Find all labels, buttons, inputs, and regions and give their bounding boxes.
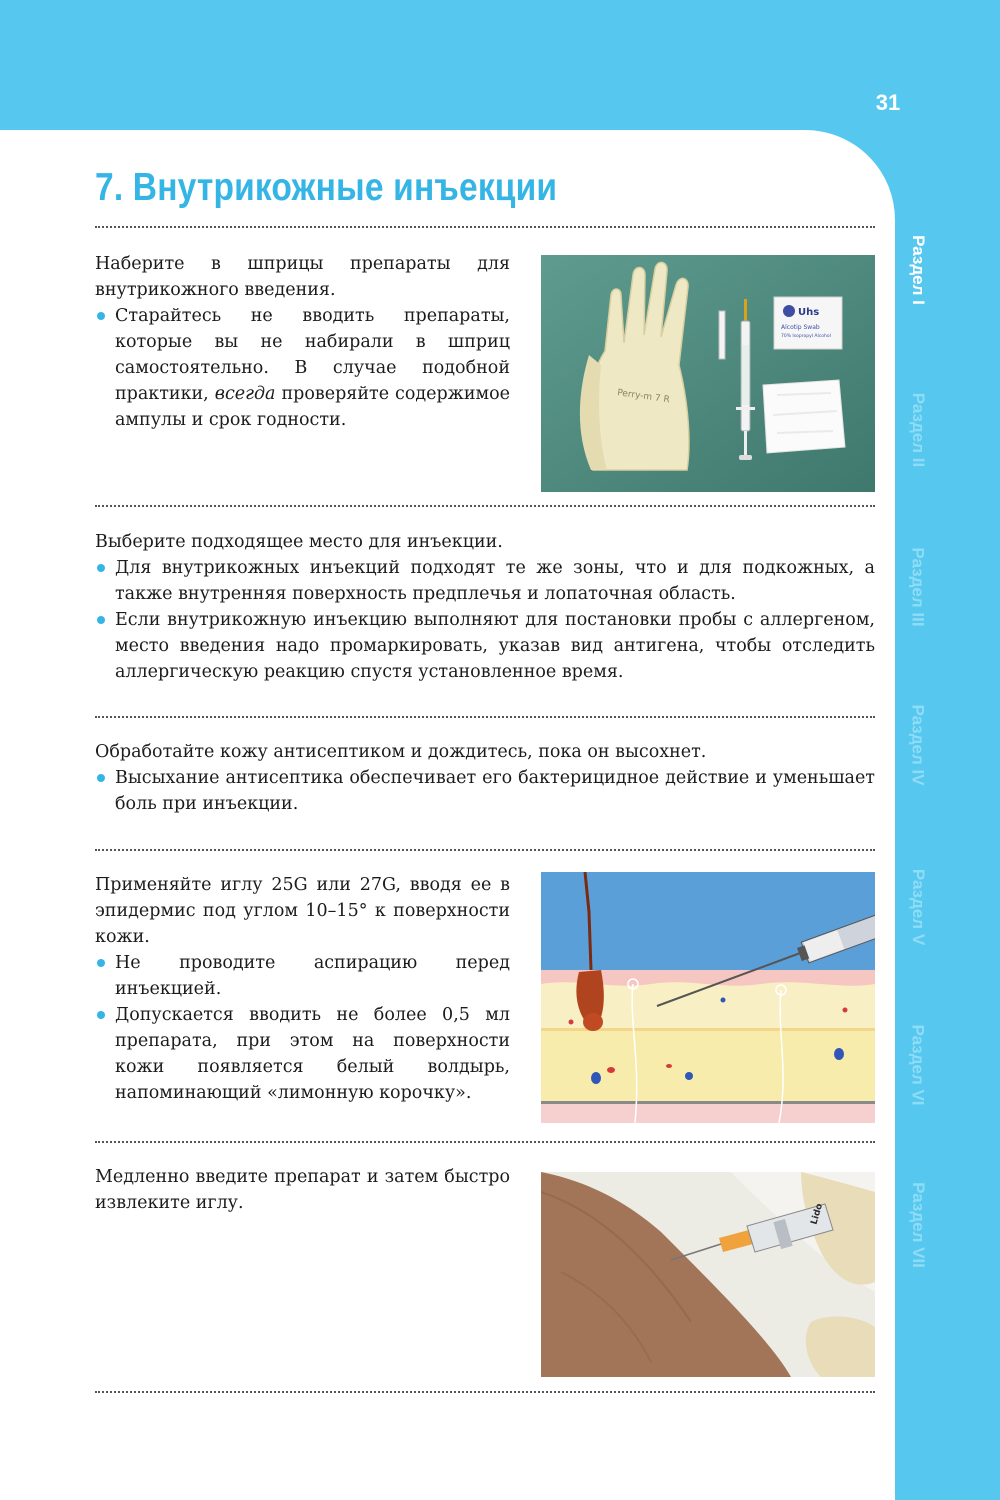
- step-lead: Наберите в шприцы препараты для внутрикожного введения.: [95, 254, 510, 300]
- step-lead: Выберите подходящее место для инъекции.: [95, 532, 503, 552]
- section-divider: [95, 1141, 875, 1143]
- list-item: Для внутрикожных инъекций подходят те же зоны, что и для подкожных, а также внутренняя поверхность предплечья и лопаточная область.: [95, 555, 875, 607]
- swab-subtitle: 70% Isopropyl Alcohol: [781, 334, 831, 339]
- sidebar-tab-section-4[interactable]: [900, 680, 936, 810]
- sidebar-tab-label: Раздел III: [909, 547, 929, 627]
- step-2-text: [95, 529, 875, 685]
- step-lead: Обработайте кожу антисептиком и дождитесь, пока он высохнет.: [95, 742, 707, 762]
- sidebar-tab-section-2[interactable]: [900, 365, 936, 495]
- bullet-list: [95, 303, 510, 433]
- sidebar-tab-section-7[interactable]: [900, 1160, 936, 1290]
- sidebar-tab-label: Раздел VII: [909, 1182, 928, 1268]
- sidebar-tab-label: Раздел V: [909, 868, 928, 946]
- section-divider: [95, 849, 875, 851]
- step-1-text: [95, 251, 510, 433]
- swab-name: Alcotip Swab: [781, 324, 820, 331]
- list-item: Высыхание антисептика обеспечивает его бактерицидное действие и уменьшает боль при инъекции.: [95, 765, 875, 817]
- step-4-text: [95, 872, 510, 1106]
- section-divider: [95, 1391, 875, 1393]
- swab-brand: Uhs: [798, 307, 820, 318]
- section-divider: [95, 226, 875, 228]
- section-divider: [95, 505, 875, 507]
- syringe-label: Lido: [809, 1202, 826, 1226]
- photo-injection-forearm: [541, 1172, 875, 1377]
- page-number: 31: [875, 90, 901, 115]
- sidebar-tab-section-3[interactable]: [900, 522, 936, 652]
- bullet-list: [95, 765, 875, 817]
- section-divider: [95, 716, 875, 718]
- step-5-text: [95, 1164, 510, 1216]
- step-lead: Медленно введите препарат и затем быстро извлеките иглу.: [95, 1167, 510, 1213]
- sidebar-tab-section-5[interactable]: [900, 842, 936, 972]
- list-item: Допускается вводить не более 0,5 мл препарата, при этом на поверхности кожи появляется белый волдырь, напоминающий «лимонную корочку».: [95, 1002, 510, 1106]
- step-lead: Применяйте иглу 25G или 27G, вводя ее в эпидермис под углом 10–15° к поверхности кожи.: [95, 875, 510, 947]
- glove-marking: Perry-m 7 R: [616, 388, 671, 406]
- photo-injection-supplies: [541, 255, 875, 492]
- bullet-list: [95, 555, 875, 685]
- list-item: Старайтесь не вводить препараты, которые вы не набирали в шприц самостоятельно. В случае подобной практики, всегда проверяйте содержимое ампулы и срок годности.: [95, 303, 510, 433]
- diagram-skin-layers: [541, 872, 875, 1123]
- list-item: Не проводите аспирацию перед инъекцией.: [95, 950, 510, 1002]
- sidebar-tab-label: Раздел II: [909, 392, 929, 468]
- bullet-list: [95, 950, 510, 1106]
- sidebar-tab-section-1[interactable]: [900, 205, 936, 335]
- sidebar-tab-label: Раздел VI: [909, 1024, 928, 1106]
- sidebar-tab-section-6[interactable]: [900, 1000, 936, 1130]
- sidebar-tab-label: Раздел IV: [909, 704, 928, 786]
- list-item: Если внутрикожную инъекцию выполняют для постановки пробы с аллергеном, место введения надо промаркировать, указав вид антигена, чтобы отследить аллергическую реакцию спустя установленное время.: [95, 607, 875, 685]
- step-3-text: [95, 739, 875, 817]
- emphasis: всегда: [214, 384, 276, 404]
- page-title: 7. Внутрикожные инъекции: [95, 166, 558, 209]
- sidebar-tab-label: Раздел I: [909, 235, 928, 305]
